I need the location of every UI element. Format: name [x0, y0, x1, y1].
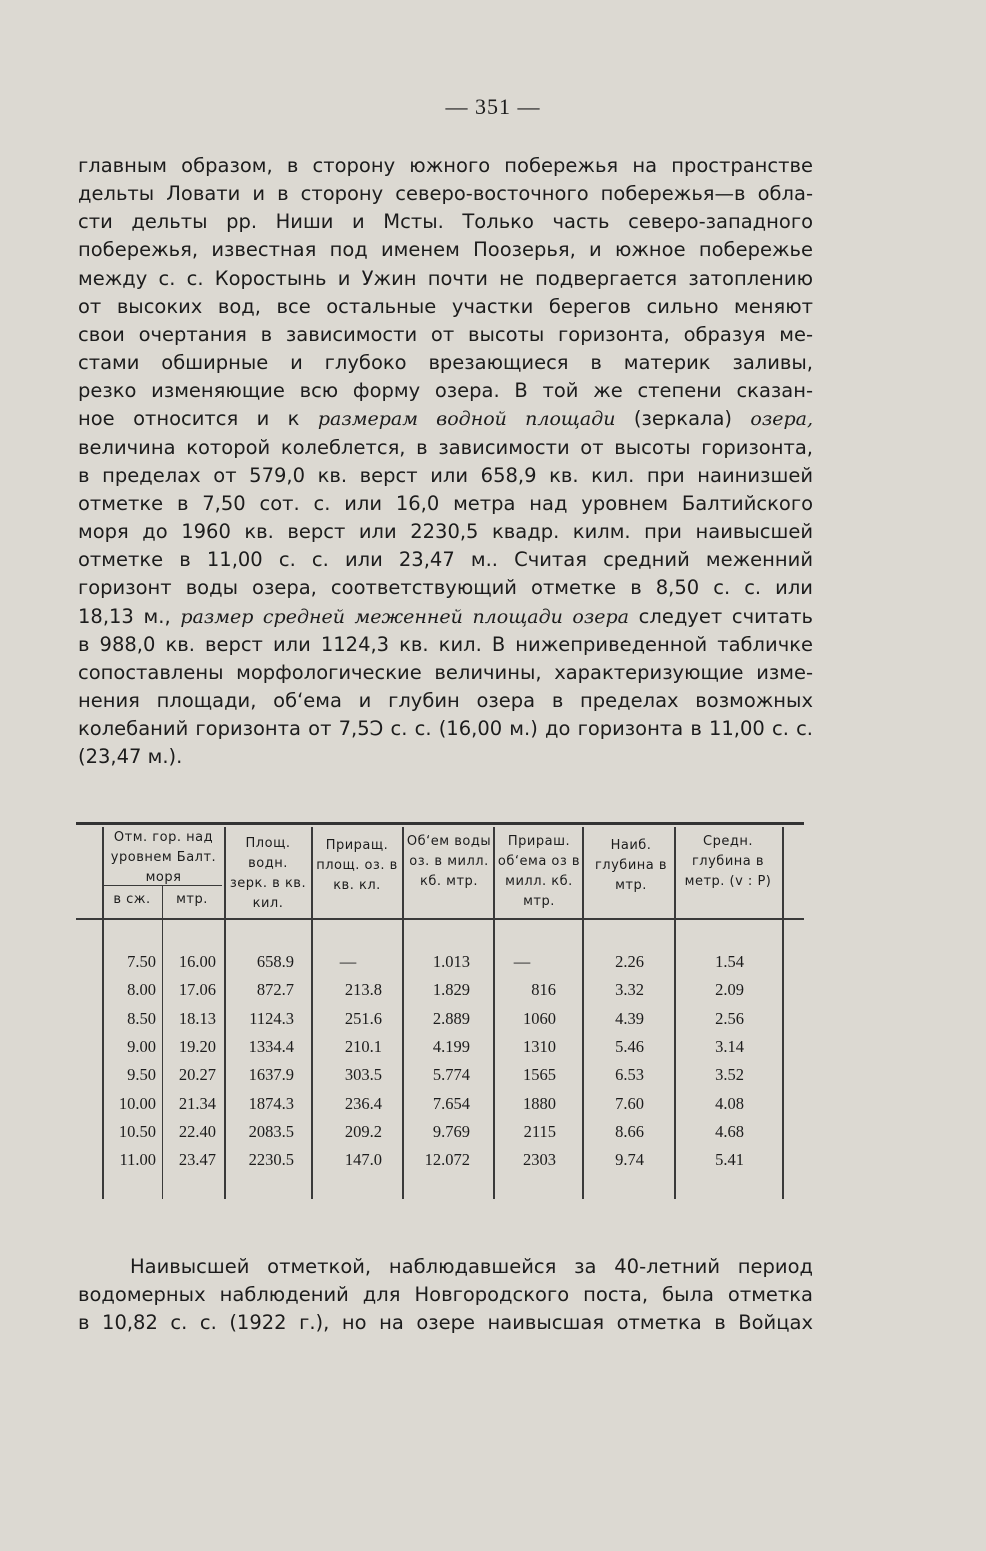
text-run: следует считать	[628, 604, 813, 628]
text-line: горизонт воды озера, соответствующий отметке в 8,50 с. с. или	[78, 576, 813, 600]
text-line: дельты Ловати и в сторону северо-восточного побережья—в обла-	[78, 182, 813, 206]
cell-max-depth: 3.32	[615, 980, 644, 1000]
cell-volume: 12.072	[424, 1150, 470, 1170]
cell-max-depth: 9.74	[615, 1150, 644, 1170]
text-line: главным образом, в сторону южного побережья на пространстве	[78, 154, 813, 177]
cell-volume-increment: 816	[531, 980, 556, 1000]
cell-volume-increment: 1565	[523, 1065, 556, 1085]
paragraph-2	[78, 1253, 813, 1337]
italic-phrase: озера,	[750, 408, 813, 431]
header-max-depth: Наиб. глубина в мтр.	[594, 838, 668, 893]
cell-volume: 2.889	[432, 1008, 470, 1028]
cell-elev-meters: 23.47	[178, 1150, 216, 1170]
cell-mean-depth: 4.68	[715, 1121, 744, 1141]
text-line: отметке в 7,50 сот. с. или 16,0 метра над уровнем Балтийского	[78, 491, 813, 515]
italic-phrase: размерам водной площади	[317, 408, 616, 431]
cell-area: 2083.5	[248, 1121, 294, 1141]
text-line: водомерных наблюдений для Новгородского поста, была отметка	[78, 1283, 813, 1307]
cell-volume: 4.199	[432, 1036, 470, 1056]
header-volume: Об‘ем воды оз. в милл. кб. мтр.	[406, 834, 492, 889]
cell-volume: 9.769	[432, 1121, 470, 1141]
cell-volume-increment: 1880	[523, 1093, 556, 1113]
cell-elev-sazhen: 9.50	[127, 1065, 156, 1085]
cell-area-increment: 236.4	[344, 1093, 382, 1113]
cell-area: 658.9	[256, 952, 294, 971]
cell-area-increment: —	[339, 952, 357, 971]
cell-elev-sazhen: 11.00	[119, 1150, 156, 1170]
cell-volume-increment: —	[513, 952, 531, 971]
text-line: Наивысшей отметкой, наблюдавшейся за 40-летний период	[130, 1255, 813, 1278]
text-line: в пределах от 579,0 кв. верст или 658,9 кв. кил. при наинизшей	[78, 463, 813, 487]
header-elevation-sazhen: в сж.	[113, 892, 151, 907]
cell-area: 872.7	[256, 980, 294, 1000]
text-line: резко изменяющие всю форму озера. В той же степени сказан-	[78, 379, 813, 403]
header-area: Площ. водн. зерк. в кв. кил.	[229, 836, 307, 911]
header-bottom-rule	[76, 918, 804, 920]
cell-volume: 1.013	[432, 952, 470, 971]
text-run: 18,13 м.,	[78, 604, 181, 628]
cell-volume-increment: 2115	[523, 1121, 556, 1141]
cell-area: 1637.9	[248, 1065, 294, 1085]
cell-mean-depth: 3.14	[715, 1036, 744, 1056]
cell-max-depth: 2.26	[615, 952, 644, 971]
cell-elev-sazhen: 7.50	[127, 952, 156, 971]
cell-area: 1124.3	[249, 1008, 294, 1028]
cell-max-depth: 8.66	[615, 1121, 644, 1141]
text-line: величина которой колеблется, в зависимости от высоты горизонта,	[78, 435, 813, 459]
table-top-rule	[76, 822, 804, 825]
cell-elev-sazhen: 10.00	[118, 1093, 156, 1113]
cell-volume: 5.774	[432, 1065, 470, 1085]
text-line: моря до 1960 кв. верст или 2230,5 квадр. килм. при наивысшей	[78, 520, 813, 544]
column-rule	[782, 827, 784, 1199]
cell-area-increment: 251.6	[344, 1008, 382, 1028]
cell-elev-meters: 17.06	[178, 980, 216, 1000]
cell-max-depth: 6.53	[615, 1065, 644, 1085]
cell-max-depth: 4.39	[615, 1008, 644, 1028]
cell-elev-meters: 22.40	[178, 1121, 216, 1141]
text-line: сопоставлены морфологические величины, характеризующие изме-	[78, 660, 813, 684]
cell-elev-meters: 20.27	[178, 1065, 216, 1085]
header-area-increment: Приращ. площ. оз. в кв. кл.	[316, 838, 398, 893]
cell-max-depth: 5.46	[615, 1036, 644, 1056]
cell-volume: 1.829	[432, 980, 470, 1000]
text-line: отметке в 11,00 с. с. или 23,47 м.. Считая средний меженний	[78, 548, 813, 572]
cell-elev-meters: 18.13	[178, 1008, 216, 1028]
text-line: нения площади, об‘ема и глубин озера в пределах возможных	[78, 688, 813, 712]
text-line: свои очертания в зависимости от высоты горизонта, образуя ме-	[78, 322, 813, 346]
cell-mean-depth: 5.41	[715, 1150, 744, 1170]
cell-area-increment: 213.8	[344, 980, 382, 1000]
text-line: стами обширные и глубоко врезающиеся в материк заливы,	[78, 351, 813, 375]
cell-mean-depth: 4.08	[715, 1093, 744, 1113]
text-run: (зеркала)	[615, 407, 751, 431]
text-line: между с. с. Коростынь и Ужин почти не подвергается затоплению	[78, 266, 813, 290]
cell-elev-meters: 19.20	[178, 1036, 216, 1056]
cell-area-increment: 147.0	[344, 1150, 382, 1170]
text-line	[78, 603, 813, 631]
header-volume-increment: Прираш. об‘ема оз в милл. кб. мтр.	[497, 834, 581, 909]
header-elevation-meters: мтр.	[176, 892, 208, 907]
cell-area-increment: 210.1	[344, 1036, 382, 1056]
cell-elev-sazhen: 8.50	[127, 1008, 156, 1028]
text-line: сти дельты рр. Ниши и Мсты. Только часть северо-западного	[78, 210, 813, 234]
header-mean-depth: Средн. глубина в метр. (v : P)	[684, 834, 772, 889]
header-subdivider	[104, 885, 222, 886]
cell-area: 1334.4	[248, 1036, 294, 1056]
header-elevation: Отм. гор. над уровнем Балт. моря	[110, 830, 217, 885]
paragraph-1	[78, 152, 813, 771]
cell-elev-sazhen: 9.00	[127, 1036, 156, 1056]
cell-mean-depth: 1.54	[715, 952, 744, 971]
cell-area-increment: 209.2	[344, 1121, 382, 1141]
cell-volume: 7.654	[432, 1093, 470, 1113]
text-line: (23,47 м.).	[78, 745, 183, 769]
cell-volume-increment: 1060	[523, 1008, 556, 1028]
cell-mean-depth: 2.09	[715, 980, 744, 1000]
cell-elev-sazhen: 10.50	[118, 1121, 156, 1141]
text-line	[78, 405, 813, 433]
cell-elev-sazhen: 8.00	[127, 980, 156, 1000]
morphology-table	[76, 822, 804, 1202]
cell-max-depth: 7.60	[615, 1093, 644, 1113]
cell-elev-meters: 16.00	[178, 952, 216, 971]
text-line: в 10,82 с. с. (1922 г.), но на озере наивысшая отметка в Войцах	[78, 1311, 813, 1335]
italic-phrase: размер средней меженней площади озера	[180, 605, 629, 628]
cell-area: 2230.5	[248, 1150, 294, 1170]
text-line: от высоких вод, все остальные участки берегов сильно меняют	[78, 294, 813, 318]
cell-area-increment: 303.5	[344, 1065, 382, 1085]
cell-volume-increment: 1310	[523, 1036, 556, 1056]
cell-elev-meters: 21.34	[178, 1093, 216, 1113]
page-number: — 351 —	[445, 94, 541, 119]
cell-mean-depth: 2.56	[715, 1008, 744, 1028]
text-run: ное относится и к	[78, 407, 318, 431]
text-line: колебаний горизонта от 7,5Ͻ с. с. (16,00 м.) до горизонта в 11,00 с. с.	[78, 717, 813, 741]
cell-volume-increment: 2303	[523, 1150, 556, 1170]
cell-mean-depth: 3.52	[715, 1065, 744, 1085]
cell-area: 1874.3	[248, 1093, 294, 1113]
text-line: в 988,0 кв. верст или 1124,3 кв. кил. В нижеприведенной табличке	[78, 632, 813, 656]
text-line: побережья, известная под именем Поозерья, и южное побережье	[78, 238, 813, 262]
